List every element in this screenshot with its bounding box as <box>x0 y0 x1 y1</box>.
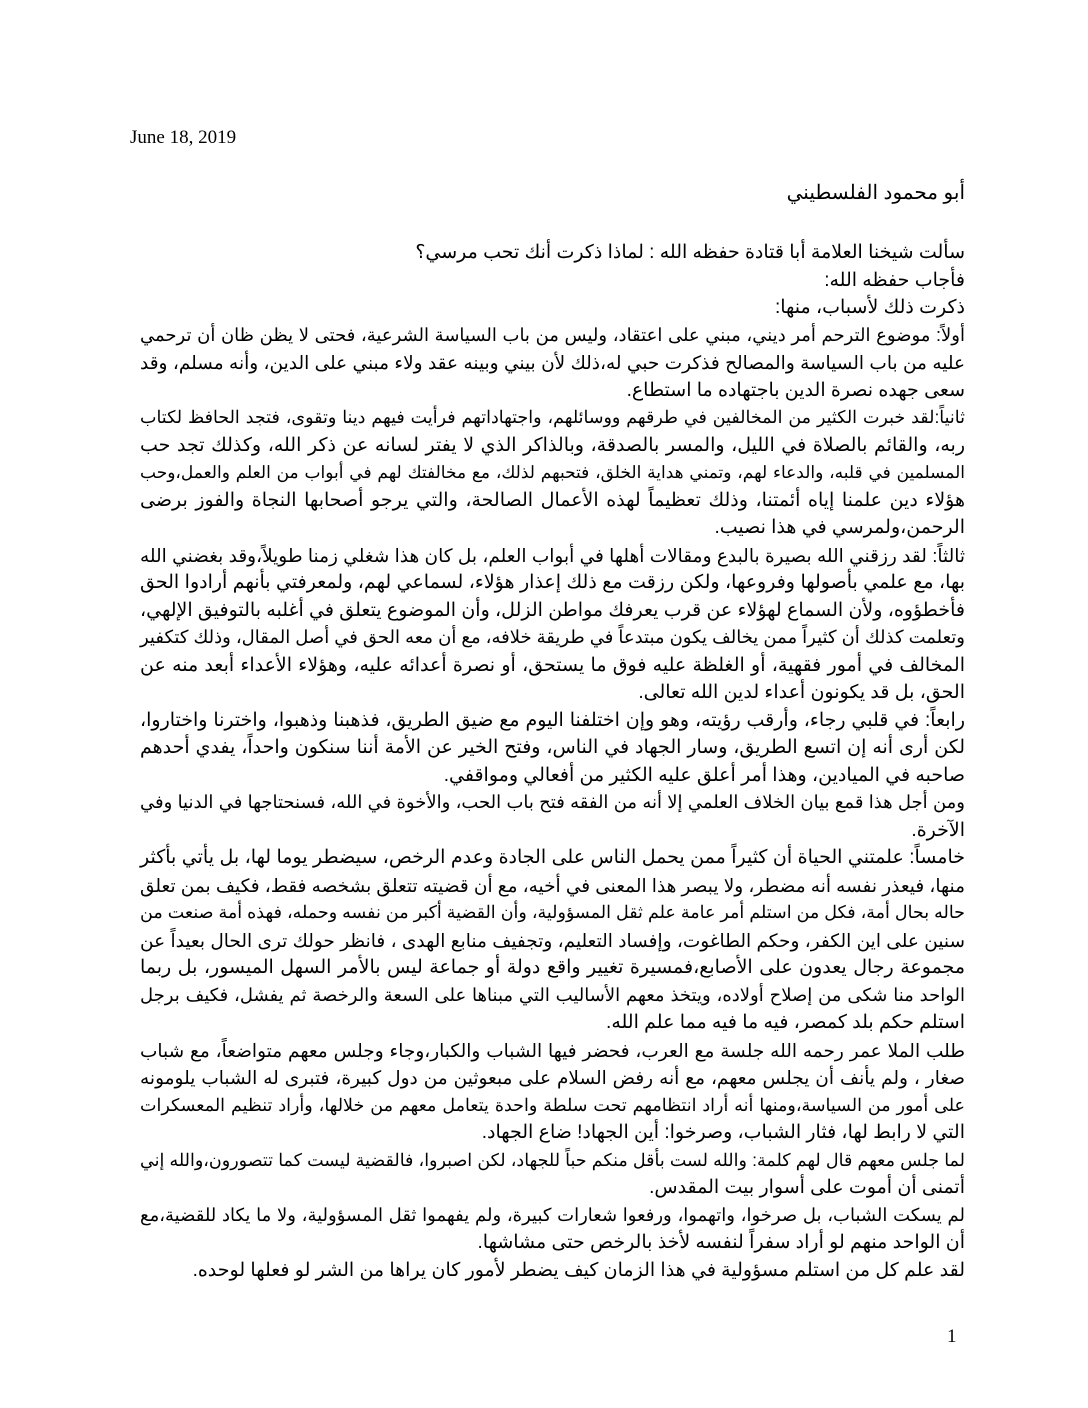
text-line: ربه، والقائم بالصلاة في الليل، والمسر بالصدقة، وبالذاكر الذي لا يفتر لسانه عن ذكر الله، وكذلك تجد حب <box>140 434 965 456</box>
text-line: الواحد منا شكى من إصلاح أولاده، ويتخذ معهم الأساليب التي مبناها على السعة والرخصة ثم يفشل، فكيف برجل <box>140 984 965 1005</box>
text-line: مجموعة رجال يعدون على الأصابع،فمسيرة تغيير واقع دولة أو جماعة ليس بالأمر السهل الميسور، بل ربما <box>140 957 965 978</box>
text-line: أن الواحد منهم لو أراد سفراً لنفسه لأخذ بالرخص حتى مشاشها. <box>477 1232 965 1253</box>
text-line: الآخرة. <box>911 819 965 841</box>
text-line: رابعاً: في قلبي رجاء، وأرقب رؤيته، وهو وإن اختلفنا اليوم مع ضيق الطريق، فذهبنا وذهبوا، واخترنا واختاروا، <box>140 709 965 731</box>
text-line: الرحمن،ولمرسي في هذا نصيب. <box>714 517 965 538</box>
text-line: صغار ، ولم يأنف أن يجلس معهم، مع أنه رفض السلام على مبعوثين من دول كبيرة، فتبرى له الشباب يلومونه <box>140 1067 965 1088</box>
text-line: حاله بحال أمة، فكل من استلم أمر عامة علم ثقل المسؤولية، وأن القضية أكبر من نفسه وحمله، فهذه أمة صنعت من <box>140 902 965 922</box>
text-line: لما جلس معهم قال لهم كلمة: والله لست بأقل منكم حباً للجهاد، لكن اصبروا، فالقضية ليست كما تتصورون،والله إني <box>140 1149 965 1170</box>
text-line: صاحبه في الميادين، وهذا أمر أعلق عليه الكثير من أفعالي ومواقفي. <box>443 764 965 786</box>
text-line: عليه من باب السياسة والمصالح فذكرت حبي له،ذلك لأن بيني وبينه عقد ولاء مبني على الدين، وأنه مسلم، وقد <box>140 352 965 373</box>
document-date: June 18, 2019 <box>130 127 237 148</box>
text-line: الحق، بل قد يكونون أعداء لدين الله تعالى. <box>638 682 965 703</box>
text-line: التي لا رابط لها، فثار الشباب، وصرخوا: أين الجهاد! ضاع الجهاد. <box>481 1122 965 1143</box>
body-text <box>140 239 965 1284</box>
text-line: لقد علم كل من استلم مسؤولية في هذا الزمان كيف يضطر لأمور كان يراها من الشر لو فعلها لوحده. <box>192 1259 965 1281</box>
text-line: فأجاب حفظه الله: <box>824 269 965 291</box>
text-line: أولاً: موضوع الترحم أمر ديني، مبني على اعتقاد، وليس من باب السياسة الشرعية، فحتى لا يظن ظان أن ترحمي <box>140 324 965 345</box>
text-line: طلب الملا عمر رحمه الله جلسة مع العرب، فحضر فيها الشباب والكبار،وجاء وجلس معهم متواضعاً، مع شباب <box>140 1039 965 1061</box>
text-line: المسلمين في قلبه، والدعاء لهم، وتمني هداية الخلق، فتحبهم لذلك، مع مخالفتك لهم في أبواب من العلم والعمل،وحب <box>140 463 965 482</box>
text-line: ثالثاً: لقد رزقني الله بصيرة بالبدع ومقالات أهلها في أبواب العلم، بل كان هذا شغلي زمنا طويلاً،وقد بغضني الله <box>140 544 965 566</box>
page-number: 1 <box>947 1326 957 1347</box>
text-line: أتمنى أن أموت على أسوار بيت المقدس. <box>649 1177 965 1198</box>
text-line: لم يسكت الشباب، بل صرخوا، واتهموا، ورفعوا شعارات كبيرة، ولم يفهموا ثقل المسؤولية، ولا ما يكاد للقضية،مع <box>140 1204 965 1225</box>
text-line: وتعلمت كذلك أن كثيراً ممن يخالف يكون مبتدعاً في طريقة خلافه، مع أن معه الحق في أصل المقال، وذلك كتكفير <box>140 627 965 647</box>
author-name: أبو محمود الفلسطيني <box>786 182 965 204</box>
text-line: استلم حكم بلد كمصر، فيه ما فيه مما علم الله. <box>606 1012 965 1033</box>
text-line: فأخطؤوه، ولأن السماع لهؤلاء عن قرب يعرفك مواطن الزلل، وأن الموضوع يتعلق في أغلبه بالتوفيق الإلهي، <box>140 599 965 621</box>
text-line: المخالف في أمور فقهية، أو الغلظة عليه فوق ما يستحق، أو نصرة أعدائه عليه، وهؤلاء الأعداء أبعد منه عن <box>140 654 965 676</box>
text-line: ثانياً:لقد خبرت الكثير من المخالفين في طرقهم ووسائلهم، واجتهاداتهم فرأيت فيهم دينا وتقوى، فتجد الحافظ لكتاب <box>140 407 965 427</box>
text-line: بها، مع علمي بأصولها وفروعها، ولكن رزقت مع ذلك إعذار هؤلاء، لسماعي لهم، ولمعرفتي بأنهم أرادوا الحق <box>140 572 965 593</box>
text-line: لكن أرى أنه إن اتسع الطريق، وسار الجهاد في الناس، وفتح الخير عن الأمة أننا سنكون واحداً، يفدي أحدهم <box>140 737 965 758</box>
text-line: خامساً: علمتني الحياة أن كثيراً ممن يحمل الناس على الجادة وعدم الرخص، سيضطر يوما لها، بل يأتي بأكثر <box>140 847 965 868</box>
text-line: سنين على اين الكفر، وحكم الطاغوت، وإفساد التعليم، وتجفيف منابع الهدى ، فانظر حولك ترى الحال بعيداً عن <box>140 929 965 951</box>
text-line: سألت شيخنا العلامة أبا قتادة حفظه الله : لماذا ذكرت أنك تحب مرسي؟ <box>415 242 965 263</box>
text-line: سعى جهده نصرة الدين باجتهاده ما استطاع. <box>626 379 965 401</box>
text-line: ومن أجل هذا قمع بيان الخلاف العلمي إلا أنه من الفقه فتح باب الحب، والأخوة في الله، فسنحتاجها في الدنيا وفي <box>140 792 965 812</box>
text-line: هؤلاء دين علمنا إياه أئمتنا، وذلك تعظيماً لهذه الأعمال الصالحة، والتي يرجو أصحابها النجاة والفوز برضى <box>140 489 965 511</box>
text-line: منها، فيعذر نفسه أنه مضطر، ولا يبصر هذا المعنى في أخيه، مع أن قضيته تتعلق بشخصه فقط، فكيف بمن تعلق <box>140 874 965 896</box>
text-line: على أمور من السياسة،ومنها أنه أراد انتظامهم تحت سلطة واحدة يتعامل معهم من خلالها، وأراد تنظيم المعسكرات <box>140 1094 965 1115</box>
text-line: ذكرت ذلك لأسباب، منها: <box>774 297 965 318</box>
